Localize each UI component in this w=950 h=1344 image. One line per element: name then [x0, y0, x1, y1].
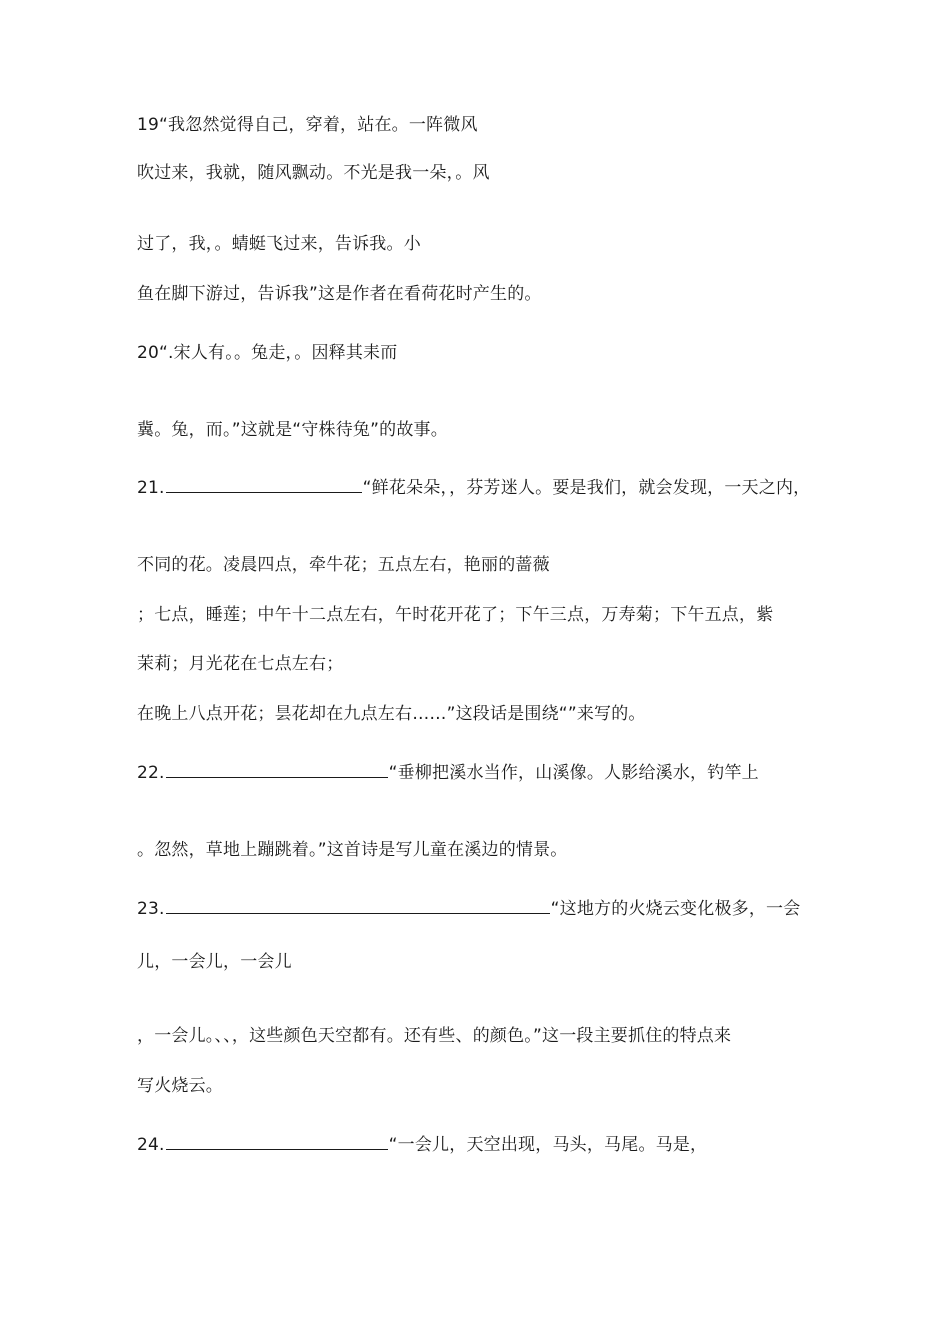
q22-answer-blank: [166, 762, 388, 778]
q20-line-1: 20“.宋人有。。兔走，。因释其耒而: [137, 343, 398, 363]
q19-line-3: 过了，我，。蜻蜓飞过来，告诉我。小: [137, 234, 421, 254]
q21-line-1: [137, 477, 810, 499]
q21-line-2: 不同的花。凌晨四点，牵牛花；五点左右，艳丽的蔷薇: [137, 555, 550, 575]
q20-line-2: 冀。兔，而。”这就是“守株待兔”的故事。: [137, 420, 448, 440]
q23-line-1: [137, 898, 800, 920]
q24-line-1: [137, 1134, 707, 1156]
q21-number: 21.: [137, 478, 165, 498]
q21-text-1: “鲜花朵朵，，芬芳迷人。要是我们，就会发现，一天之内，: [362, 478, 811, 498]
q19-line-2: 吹过来，我就，随风飘动。不光是我一朵，。风: [137, 163, 490, 183]
q23-line-2: 儿，一会儿，一会儿: [137, 952, 292, 972]
q23-number: 23.: [137, 899, 165, 919]
q24-answer-blank: [166, 1134, 388, 1150]
q21-line-4: 茉莉；月光花在七点左右；: [137, 654, 344, 674]
q21-line-5: 在晚上八点开花；昙花却在九点左右……”这段话是围绕“”来写的。: [137, 704, 646, 724]
q21-line-3: ；七点，睡莲；中午十二点左右，午时花开花了；下午三点，万寿菊；下午五点，紫: [137, 605, 774, 625]
q23-line-3: ，一会儿。、、，这些颜色天空都有。还有些、的颜色。”这一段主要抓住的特点来: [137, 1026, 732, 1046]
q24-number: 24.: [137, 1135, 165, 1155]
q23-line-4: 写火烧云。: [137, 1076, 223, 1096]
q23-text-1: “这地方的火烧云变化极多，一会: [550, 899, 801, 919]
q22-line-1: [137, 762, 759, 784]
q23-answer-blank: [166, 898, 550, 914]
q22-number: 22.: [137, 763, 165, 783]
q19-line-1: 19“我忽然觉得自己，穿着，站在。一阵微风: [137, 115, 478, 135]
q22-text-1: “垂柳把溪水当作，山溪像。人影给溪水，钓竿上: [388, 763, 759, 783]
q19-line-4: 鱼在脚下游过，告诉我”这是作者在看荷花时产生的。: [137, 284, 542, 304]
q21-answer-blank: [166, 477, 362, 493]
q22-line-2: 。忽然，草地上蹦跳着。”这首诗是写儿童在溪边的情景。: [137, 840, 568, 860]
q24-text-1: “一会儿，天空出现，马头，马尾。马是，: [388, 1135, 708, 1155]
